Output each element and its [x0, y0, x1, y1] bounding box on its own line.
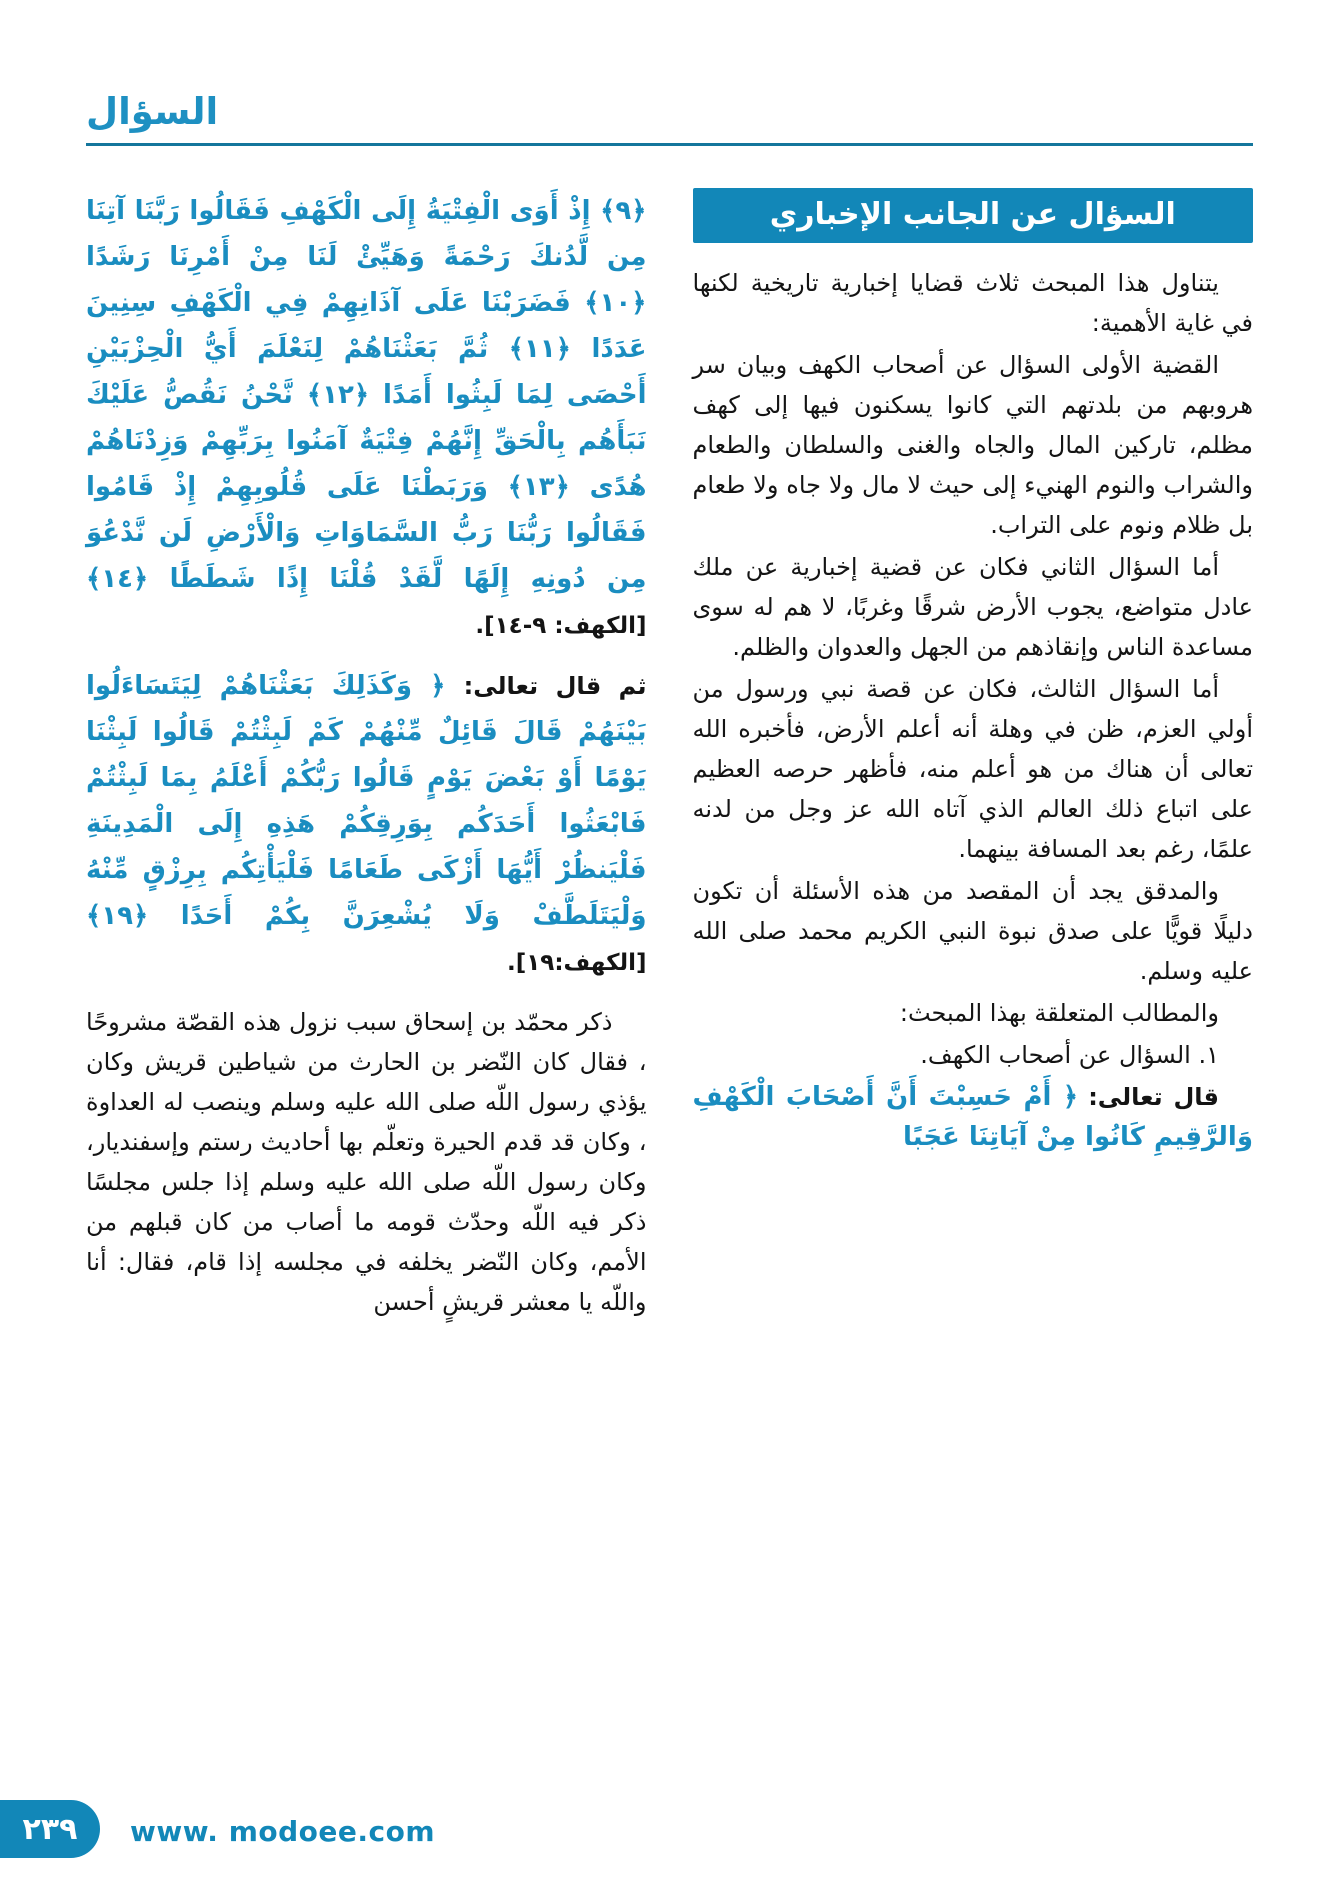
header-rule — [86, 143, 1253, 146]
running-header-title: السؤال — [86, 90, 219, 133]
verse-reference-1: [الكهف: ٩-١٤]. — [475, 613, 647, 639]
quran-quote-text: ﴿ أَمْ حَسِبْتَ أَنَّ أَصْحَابَ الْكَهْفِ وَالرَّقِيمِ كَانُوا مِنْ آيَاتِنَا عَجَبًا — [692, 1082, 1253, 1152]
page-number-badge — [0, 1800, 100, 1858]
page-footer — [0, 1796, 1339, 1858]
quran-passage-2-intro: ثم قال تعالى: — [463, 672, 647, 700]
paragraph-issue-1: القضية الأولى السؤال عن أصحاب الكهف وبيان سر هروبهم من بلدتهم التي كانوا يسكنون فيها إلى كهف مظلم، تاركين المال والجاه والغنى والسلطان والطعام والشراب والنوم الهنيء إلى حيث لا مال ولا جاه ولا طعام بل ظلام ونوم على التراب. — [692, 351, 1253, 539]
verse-reference-2: [الكهف:١٩]. — [506, 950, 647, 976]
commentary-paragraph: ذكر محمّد بن إسحاق سبب نزول هذه القصّة مشروحًا ، فقال كان النّضر بن الحارث من شياطين قريش وكان يؤذي رسول اللّه صلى الله عليه وسلم وينصب له العداوة ، وكان قد قدم الحيرة وتعلّم بها أحاديث رستم وإسفنديار، وكان رسول اللّه صلى الله عليه وسلم إذا جلس مجلسًا ذكر فيه اللّه وحدّث قومه ما أصاب من كان قبلهم من الأمم، وكان النّضر يخلفه في مجلسه إذا قام، فقال: أنا واللّه يا معشر قريشٍ أحسن — [86, 1008, 647, 1316]
quran-passage-1-text: ﴿٩﴾ إِذْ أَوَى الْفِتْيَةُ إِلَى الْكَهْفِ فَقَالُوا رَبَّنَا آتِنَا مِن لَّدُنكَ رَحْمَةً وَهَيِّئْ لَنَا مِنْ أَمْرِنَا رَشَدًا ﴿١٠﴾ فَضَرَبْنَا عَلَى آذَانِهِمْ فِي الْكَهْفِ سِنِينَ عَدَدًا ﴿١١﴾ ثُمَّ بَعَثْنَاهُمْ لِنَعْلَمَ أَيُّ الْحِزْبَيْنِ أَحْصَى لِمَا لَبِثُوا أَمَدًا ﴿١٢﴾ نَّحْنُ نَقُصُّ عَلَيْكَ نَبَأَهُم بِالْحَقِّ إِنَّهُمْ فِتْيَةٌ آمَنُوا بِرَبِّهِمْ وَزِدْنَاهُمْ هُدًى ﴿١٣﴾ وَرَبَطْنَا عَلَى قُلُوبِهِمْ إِذْ قَامُوا فَقَالُوا رَبُّنَا رَبُّ السَّمَاوَاتِ وَالْأَرْضِ لَن نَّدْعُوَ مِن دُونِهِ إِلَهًا لَّقَدْ قُلْنَا إِذًا شَطَطًا ﴿١٤﴾ — [86, 196, 647, 594]
content-columns — [86, 188, 1253, 1322]
quran-passage-1 — [86, 188, 647, 649]
column-left — [86, 188, 647, 1322]
paragraph-issue-2: أما السؤال الثاني فكان عن قضية إخبارية عن ملك عادل متواضع، يجوب الأرض شرقًا وغربًا، لا هم له سوى مساعدة الناس وإنقاذهم من الجهل والعدوان والظلم. — [692, 553, 1253, 661]
quran-intro-label: قال تعالى: — [1088, 1083, 1219, 1111]
page-number: ٢٣٩ — [22, 1811, 78, 1847]
quran-passage-2 — [86, 663, 647, 986]
quran-passage-2-text: ﴿ وَكَذَلِكَ بَعَثْنَاهُمْ لِيَتَسَاءَلُوا بَيْنَهُمْ قَالَ قَائِلٌ مِّنْهُمْ كَمْ لَبِثْتُمْ قَالُوا لَبِثْنَا يَوْمًا أَوْ بَعْضَ يَوْمٍ قَالُوا رَبُّكُمْ أَعْلَمُ بِمَا لَبِثْتُمْ فَابْعَثُوا أَحَدَكُم بِوَرِقِكُمْ هَذِهِ إِلَى الْمَدِينَةِ فَلْيَنظُرْ أَيُّهَا أَزْكَى طَعَامًا فَلْيَأْتِكُم بِرِزْقٍ مِّنْهُ وَلْيَتَلَطَّفْ وَلَا يُشْعِرَنَّ بِكُمْ أَحَدًا ﴿١٩﴾ — [86, 671, 647, 931]
page-header — [86, 92, 1253, 146]
section-title: السؤال عن الجانب الإخباري — [769, 197, 1176, 232]
paragraph-topic-item-1: ١. السؤال عن أصحاب الكهف. — [920, 1041, 1219, 1069]
paragraph-topics-heading: والمطالب المتعلقة بهذا المبحث: — [899, 999, 1219, 1027]
column-right — [693, 188, 1254, 1157]
paragraph-intro: يتناول هذا المبحث ثلاث قضايا إخبارية تاريخية لكنها في غاية الأهمية: — [692, 269, 1253, 337]
website-url: www. modoee.com — [130, 1815, 436, 1848]
paragraph-quran-quote — [693, 1077, 1254, 1157]
section-title-box — [693, 188, 1254, 243]
paragraph-issue-3: أما السؤال الثالث، فكان عن قصة نبي ورسول من أولي العزم، ظن في وهلة أنه أعلم الأرض، فأخبره الله تعالى أن هناك من هو أعلم منه، فأظهر حرصه العظيم على اتباع ذلك العالم الذي آتاه الله عز وجل من لدنه علمًا، رغم بعد المسافة بينهما. — [692, 675, 1253, 863]
paragraph-conclusion: والمدقق يجد أن المقصد من هذه الأسئلة أن تكون دليلًا قويًّا على صدق نبوة النبي الكريم محمد صلى الله عليه وسلم. — [692, 877, 1253, 985]
